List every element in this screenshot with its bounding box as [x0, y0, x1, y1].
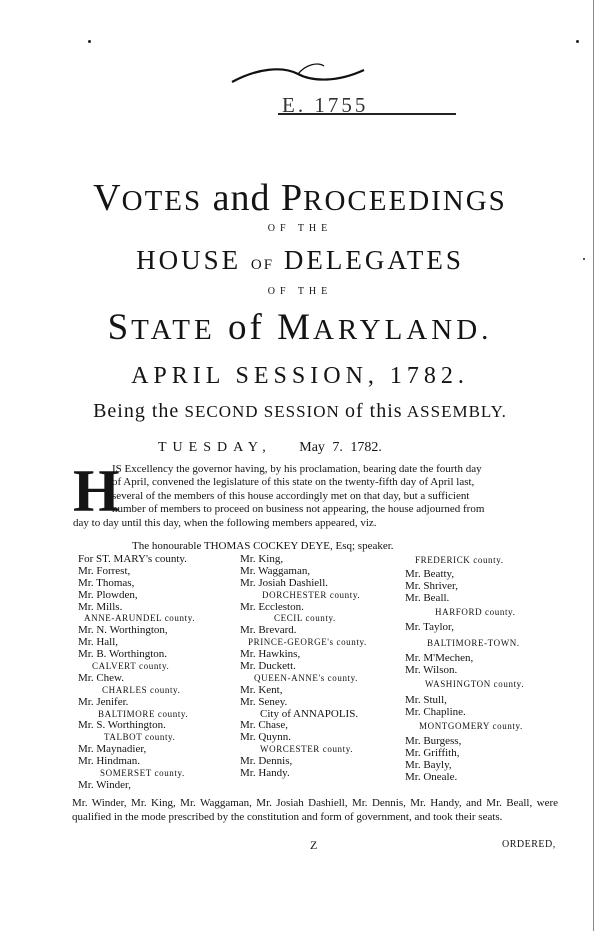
- county-heading: WORCESTER county.: [260, 744, 354, 755]
- intro-line: day to day until this day, when the following members appeared, viz.: [73, 517, 377, 529]
- title-house-of-delegates: HOUSE OF DELEGATES: [136, 245, 464, 275]
- ink-speck: [88, 40, 91, 43]
- archive-stamp-text: E. 1755: [282, 93, 369, 117]
- catchword: ORDERED,: [502, 839, 556, 850]
- member-name: Mr. Waggaman,: [240, 564, 311, 577]
- county-heading: SOMERSET county.: [100, 768, 185, 779]
- member-name: Mr. Chapline.: [405, 706, 466, 719]
- county-heading: FREDERICK county.: [415, 555, 504, 565]
- county-heading: BALTIMORE county.: [98, 708, 189, 719]
- member-name: Mr. Stull,: [405, 694, 447, 707]
- members-column-2: [240, 554, 367, 780]
- member-name: Mr. Plowden,: [78, 588, 138, 601]
- county-heading: CHARLES county.: [102, 684, 181, 695]
- member-name: Mr. Brevard.: [240, 624, 297, 637]
- county-heading: BALTIMORE-TOWN.: [427, 637, 520, 648]
- member-name: Mr. Oneale.: [405, 770, 458, 783]
- county-heading: QUEEN-ANNE's county.: [254, 672, 359, 683]
- county-heading: PRINCE-GEORGE's county.: [248, 637, 367, 648]
- member-name: Mr. Eccleston.: [240, 600, 304, 613]
- county-heading: CALVERT county.: [92, 661, 170, 672]
- date-line: TUESDAY, May 7. 1782.: [158, 440, 382, 455]
- members-column-1: [78, 554, 195, 792]
- county-heading: MONTGOMERY county.: [419, 721, 523, 732]
- member-name: Mr. M'Mechen,: [405, 651, 474, 664]
- member-name: Mr. Chew.: [78, 671, 125, 684]
- county-heading: HARFORD county.: [435, 606, 516, 617]
- intro-line: of April, convened the legislature of this state on the twenty-fifth day of April last,: [112, 476, 475, 488]
- county-heading: WASHINGTON county.: [425, 679, 525, 690]
- drop-cap: H: [73, 458, 120, 524]
- closing-paragraph: Mr. Winder, Mr. King, Mr. Waggaman, Mr. Josiah Dashiell, Mr. Dennis, Mr. Handy, and Mr. Beall, were qualified in the mode prescribed by the constitution and form of government, and took their seats.: [72, 797, 558, 823]
- flourish-ornament: [228, 60, 368, 90]
- county-heading: CECIL county.: [274, 613, 336, 624]
- speaker-line: The honourable THOMAS COCKEY DEYE, Esq; speaker.: [132, 540, 394, 552]
- intro-line: IS Excellency the governor having, by his proclamation, bearing date the fourth day: [112, 463, 482, 475]
- county-heading: For ST. MARY's county.: [78, 553, 187, 565]
- page-edge-line: [593, 0, 594, 931]
- signature-mark: Z: [310, 838, 318, 852]
- member-name: Mr. Chase,: [240, 719, 288, 732]
- member-name: Mr. Hindman.: [78, 755, 141, 768]
- members-column-3: [405, 554, 524, 783]
- intro-line: several of the members of this house accordingly met on that day, but a sufficient: [112, 490, 470, 502]
- member-name: Mr. Hawkins,: [240, 648, 301, 661]
- member-name: Mr. Beatty,: [405, 568, 455, 580]
- member-name: Mr. N. Worthington,: [78, 624, 168, 637]
- intro-line: number of members to proceed on business not appearing, the house adjourned from: [112, 503, 485, 515]
- county-heading: City of ANNAPOLIS.: [260, 707, 359, 720]
- member-name: Mr. King,: [240, 553, 284, 565]
- county-heading: DORCHESTER county.: [262, 589, 361, 600]
- second-session-line: Being the SECOND SESSION of this ASSEMBLY.: [93, 400, 507, 422]
- member-name: Mr. B. Worthington.: [78, 648, 168, 661]
- member-name: Mr. Hall,: [78, 636, 119, 649]
- member-name: Mr. Mills.: [78, 600, 123, 613]
- member-name: Mr. Taylor,: [405, 620, 455, 633]
- county-heading: TALBOT county.: [104, 732, 176, 743]
- member-name: Mr. Beall.: [405, 591, 450, 604]
- member-name: Mr. Shriver,: [405, 579, 459, 592]
- archive-stamp: [278, 95, 456, 117]
- member-name: Mr. Handy.: [240, 767, 290, 780]
- member-name: Mr. Maynadier,: [78, 743, 147, 756]
- member-name: Mr. Forrest,: [78, 564, 131, 577]
- member-name: Mr. Duckett.: [240, 660, 296, 673]
- member-name: Mr. Quynn.: [240, 731, 292, 744]
- member-name: Mr. Dennis,: [240, 755, 293, 768]
- session-heading: APRIL SESSION, 1782.: [131, 363, 469, 389]
- county-heading: ANNE-ARUNDEL county.: [84, 613, 196, 624]
- member-name: Mr. Bayly,: [405, 759, 452, 772]
- member-name: Mr. Josiah Dashiell.: [240, 576, 328, 589]
- member-name: Mr. Griffith,: [405, 747, 460, 760]
- member-name: Mr. Kent,: [240, 683, 283, 696]
- member-name: Mr. Seney.: [240, 695, 288, 708]
- member-name: Mr. Burgess,: [405, 735, 462, 748]
- title-votes-and-proceedings: VOTES and PROCEEDINGS: [93, 177, 507, 219]
- of-the-line-2: OF THE: [267, 286, 333, 297]
- title-state-of-maryland: STATE of MARYLAND.: [107, 307, 493, 348]
- of-the-line-1: OF THE: [267, 223, 333, 234]
- member-name: Mr. Thomas,: [78, 576, 135, 589]
- member-name: Mr. Wilson.: [405, 663, 458, 676]
- ink-speck: [576, 40, 579, 43]
- member-name: Mr. Winder,: [78, 778, 131, 791]
- member-name: Mr. S. Worthington.: [78, 719, 166, 732]
- member-name: Mr. Jenifer.: [78, 695, 129, 708]
